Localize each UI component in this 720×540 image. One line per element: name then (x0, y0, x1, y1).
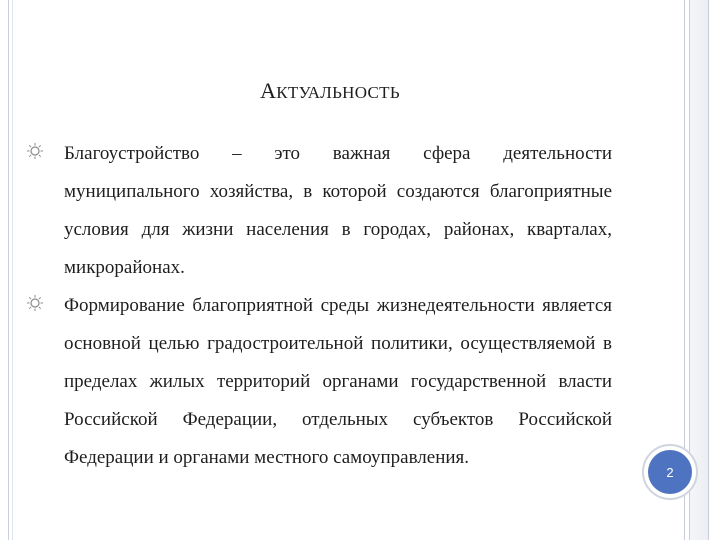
slide-title (0, 78, 660, 104)
slide-title-first-letter: А (260, 78, 277, 103)
paragraph-improvement: Благоустройство – это важная сфера деятельности муниципального хозяйства, в которой создаются благоприятные условия для жизни населения в городах, районах, кварталах, микрорайонах. (64, 143, 612, 278)
page-number: 2 (648, 450, 692, 494)
slide-title-rest: КТУАЛЬНОСТЬ (276, 83, 400, 102)
sun-bullet-icon (26, 142, 44, 160)
right-band-line (708, 0, 709, 540)
sun-bullet-icon (26, 294, 44, 312)
page-number-badge (642, 444, 698, 500)
paragraph-environment: Формирование благоприятной среды жизнедеятельности является основной целью градостроительной политики, осуществляемой в пределах жилых территорий органами государственной власти Российской Федерации, отдельных субъектов Российской Федерации и органами местного самоуправления. (64, 295, 612, 468)
